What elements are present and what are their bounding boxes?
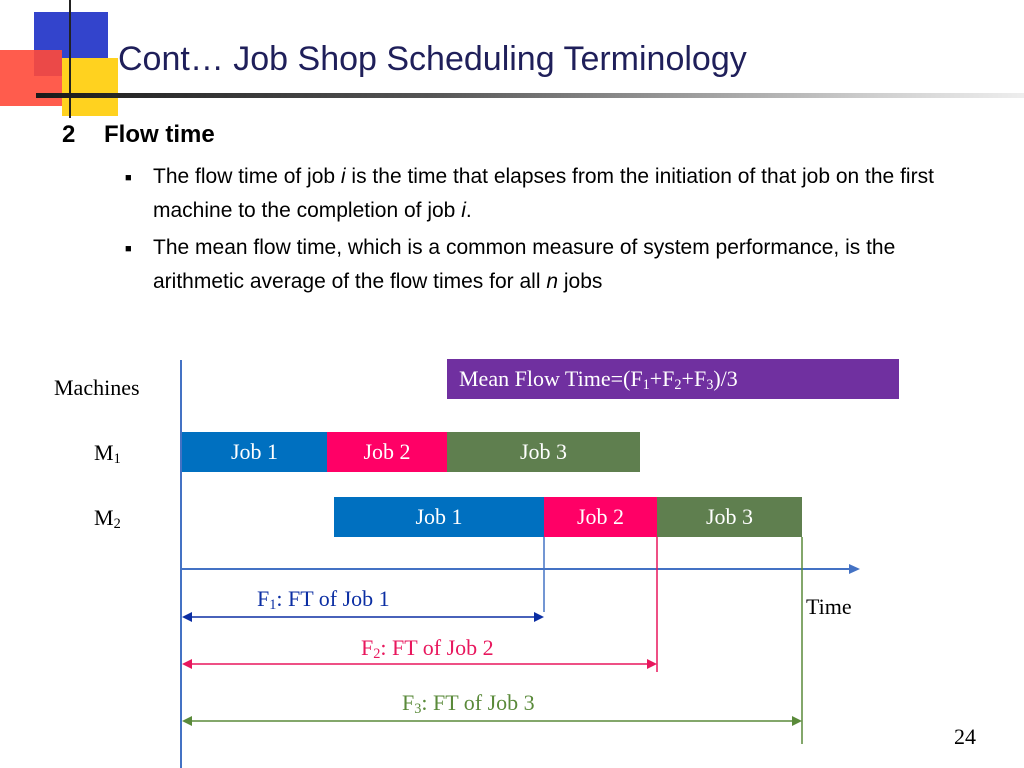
machine-label-m1: $M_1$ [94, 440, 121, 467]
machine-label-m2: $M_2$ [94, 505, 121, 532]
section-title: Flow time [104, 121, 215, 148]
f3-label: $F_3$: FT of Job 3 [402, 690, 535, 717]
m1-job3-bar: Job 3 [447, 432, 640, 472]
m2-job3-bar: Job 3 [657, 497, 802, 537]
mean-flow-time-formula: Mean Flow $Time=(F_1+F_2+F_3)/3$ [447, 359, 899, 399]
time-axis-arrowhead [849, 564, 860, 574]
bullet-text-2: The mean flow time, which is a common measure of system performance, is the arithmetic average of the flow times for all n jobs [153, 236, 896, 293]
f1-label: $F_1$: FT of Job 1 [257, 586, 390, 613]
m2-job1-bar: Job 1 [334, 497, 544, 537]
slide-title: Cont… Job Shop Scheduling Terminology [118, 40, 747, 78]
time-axis-label: Time [806, 594, 852, 619]
section-number: 2 [62, 121, 76, 148]
page-number: 24 [954, 724, 976, 749]
bullet-text-1: The flow time of job i is the time that elapses from the initiation of that job on the first machine to the completion of job i. [153, 165, 934, 222]
machines-axis-label: Machines [54, 375, 140, 400]
m1-job1-bar: Job 1 [182, 432, 327, 472]
f2-label: $F_2$: FT of Job 2 [361, 635, 494, 662]
m2-job2-bar: Job 2 [544, 497, 657, 537]
bullet-marker: ■ [125, 243, 132, 255]
m1-job2-bar: Job 2 [327, 432, 447, 472]
bullet-marker: ■ [125, 172, 132, 184]
